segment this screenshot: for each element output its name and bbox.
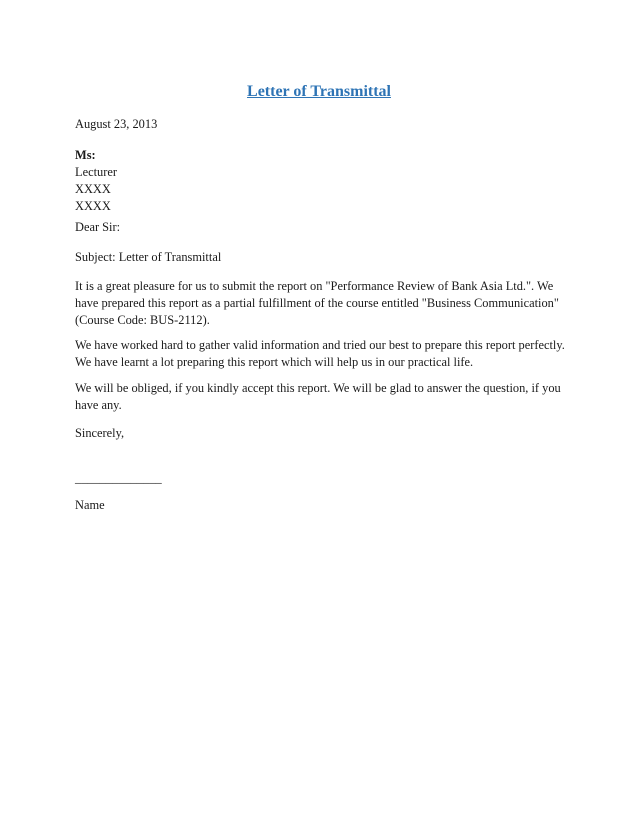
body-paragraph-2: We have worked hard to gather valid information and tried our best to prepare this report perfectly. We have learnt a lot preparing this report which will help us in our practical life. bbox=[75, 338, 565, 369]
subject-line: Subject: Letter of Transmittal bbox=[75, 250, 222, 264]
recipient-line-2: XXXX bbox=[75, 182, 111, 196]
recipient-block bbox=[75, 147, 567, 215]
body-paragraph-3: We will be obliged, if you kindly accept this report. We will be glad to answer the question, if you have any. bbox=[75, 381, 561, 412]
recipient-line-3: XXXX bbox=[75, 199, 111, 213]
closing: Sincerely, bbox=[75, 426, 125, 440]
signature-line: ______________ bbox=[75, 471, 162, 485]
recipient-label: Ms: bbox=[75, 148, 96, 162]
page-title: Letter of Transmittal bbox=[247, 83, 391, 100]
letter-date: August 23, 2013 bbox=[75, 117, 158, 131]
recipient-line-1: Lecturer bbox=[75, 165, 117, 179]
body-paragraph-1: It is a great pleasure for us to submit the report on "Performance Review of Bank Asia Ltd.". We have prepared this report as a partial fulfillment of the course entitled "Business Communication" (Course Code: BUS-2112). bbox=[75, 279, 559, 327]
salutation: Dear Sir: bbox=[75, 220, 121, 234]
signature-name: Name bbox=[75, 498, 105, 512]
